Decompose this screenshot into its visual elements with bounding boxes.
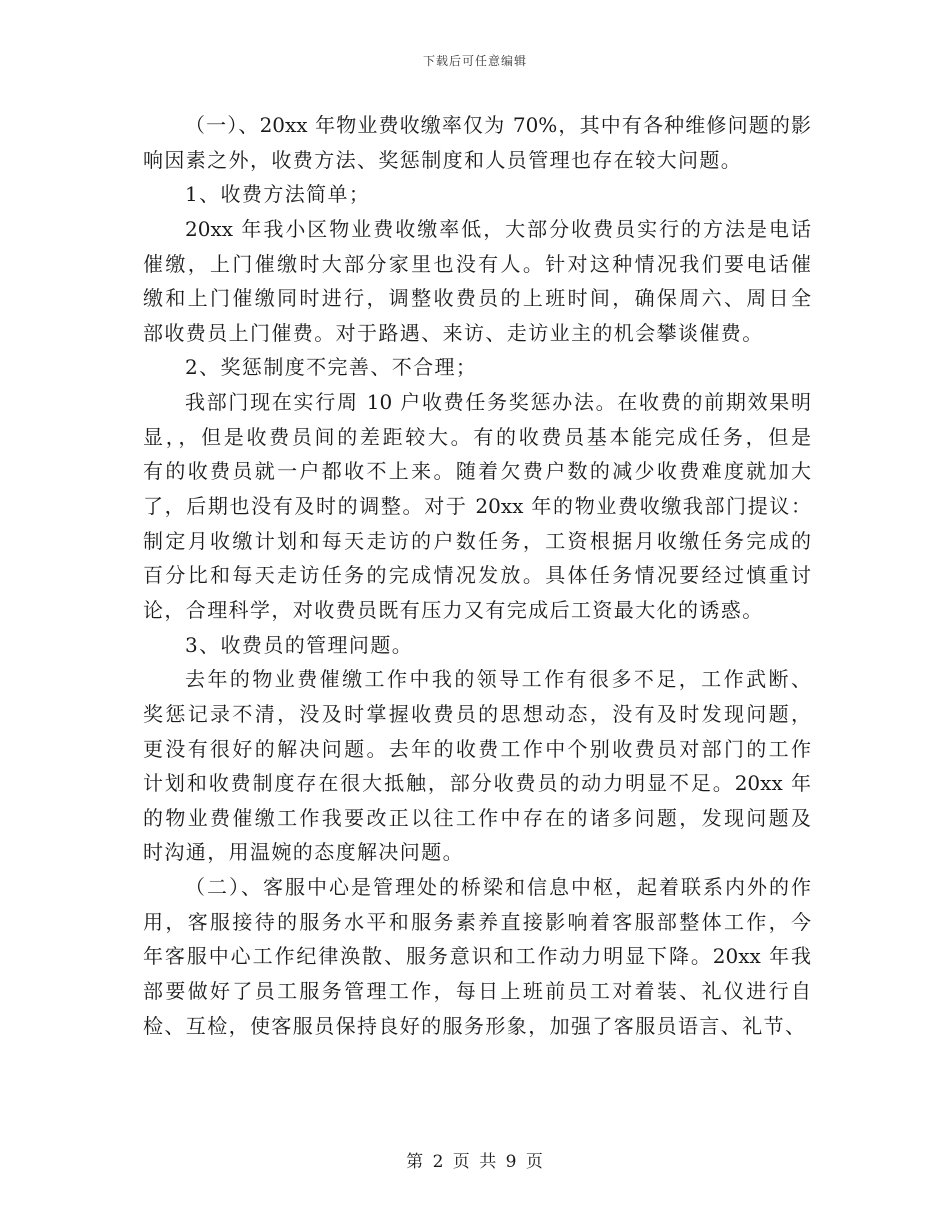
text-line: 奖惩记录不清，没及时掌握收费员的思想动态，没有及时发现问题， bbox=[143, 701, 811, 726]
text-line: 催缴，上门催缴时大部分家里也没有人。针对这种情况我们要电话催 bbox=[143, 251, 811, 276]
text-line: 20xx 年我小区物业费收缴率低，大部分收费员实行的方法是电话 bbox=[185, 216, 811, 241]
paragraph bbox=[143, 662, 811, 870]
text-line: 2、奖惩制度不完善、不合理； bbox=[185, 355, 478, 380]
text-line: 部收费员上门催费。对于路遇、来访、走访业主的机会攀谈催费。 bbox=[143, 320, 764, 345]
paragraph bbox=[143, 870, 811, 1043]
text-line: 部要做好了员工服务管理工作，每日上班前员工对着装、礼仪进行自 bbox=[143, 979, 811, 1004]
text-line: 用，客服接待的服务水平和服务素养直接影响着客服部整体工作，今 bbox=[143, 909, 811, 934]
text-line: 响因素之外，收费方法、奖惩制度和人员管理也存在较大问题。 bbox=[143, 147, 743, 172]
paragraph bbox=[143, 108, 811, 177]
paragraph bbox=[143, 385, 811, 627]
text-line: 时沟通，用温婉的态度解决问题。 bbox=[143, 840, 464, 865]
text-line: （一）、20xx 年物业费收缴率仅为 70%，其中有各种维修问题的影 bbox=[185, 113, 811, 137]
text-line: 1、收费方法简单； bbox=[185, 182, 371, 207]
text-line: 更没有很好的解决问题。去年的收费工作中个别收费员对部门的工作 bbox=[143, 736, 811, 761]
text-line: 检、互检，使客服员保持良好的服务形象，加强了客服员语言、礼节、 bbox=[143, 1013, 807, 1038]
text-line: 百分比和每天走访任务的完成情况发放。具体任务情况要经过慎重讨 bbox=[143, 563, 811, 588]
text-line: （二）、客服中心是管理处的桥梁和信息中枢，起着联系内外的作 bbox=[185, 875, 811, 900]
text-line: 去年的物业费催缴工作中我的领导工作有很多不足，工作武断、 bbox=[185, 667, 811, 692]
text-line: 有的收费员就一户都收不上来。随着欠费户数的减少收费难度就加大 bbox=[143, 459, 811, 484]
text-line: 制定月收缴计划和每天走访的户数任务，工资根据月收缴任务完成的 bbox=[143, 528, 811, 553]
text-line: 了，后期也没有及时的调整。对于 20xx 年的物业费收缴我部门提议： bbox=[143, 494, 811, 519]
paragraph bbox=[143, 177, 811, 212]
text-line: 的物业费催缴工作我要改正以往工作中存在的诸多问题，发现问题及 bbox=[143, 805, 811, 830]
paragraph bbox=[143, 212, 811, 351]
text-line: 3、收费员的管理问题。 bbox=[185, 632, 414, 657]
text-line: 缴和上门催缴同时进行，调整收费员的上班时间，确保周六、周日全 bbox=[143, 286, 811, 311]
text-line: 论，合理科学，对收费员既有压力又有完成后工资最大化的诱惑。 bbox=[143, 597, 764, 622]
text-line: 计划和收费制度存在很大抵触，部分收费员的动力明显不足。20xx 年 bbox=[143, 771, 811, 796]
paragraph bbox=[143, 628, 811, 663]
text-line: 我部门现在实行周 10 户收费任务奖惩办法。在收费的前期效果明 bbox=[185, 390, 811, 415]
paragraph bbox=[143, 350, 811, 385]
text-line: 年客服中心工作纪律涣散、服务意识和工作动力明显下降。20xx 年我 bbox=[143, 944, 811, 969]
page-number: 第 2 页 共 9 页 bbox=[406, 1152, 544, 1172]
text-line: 显，，但是收费员间的差距较大。有的收费员基本能完成任务，但是 bbox=[143, 424, 811, 449]
document-body bbox=[143, 108, 811, 1043]
page-header: 下载后可任意编辑 bbox=[422, 54, 527, 68]
